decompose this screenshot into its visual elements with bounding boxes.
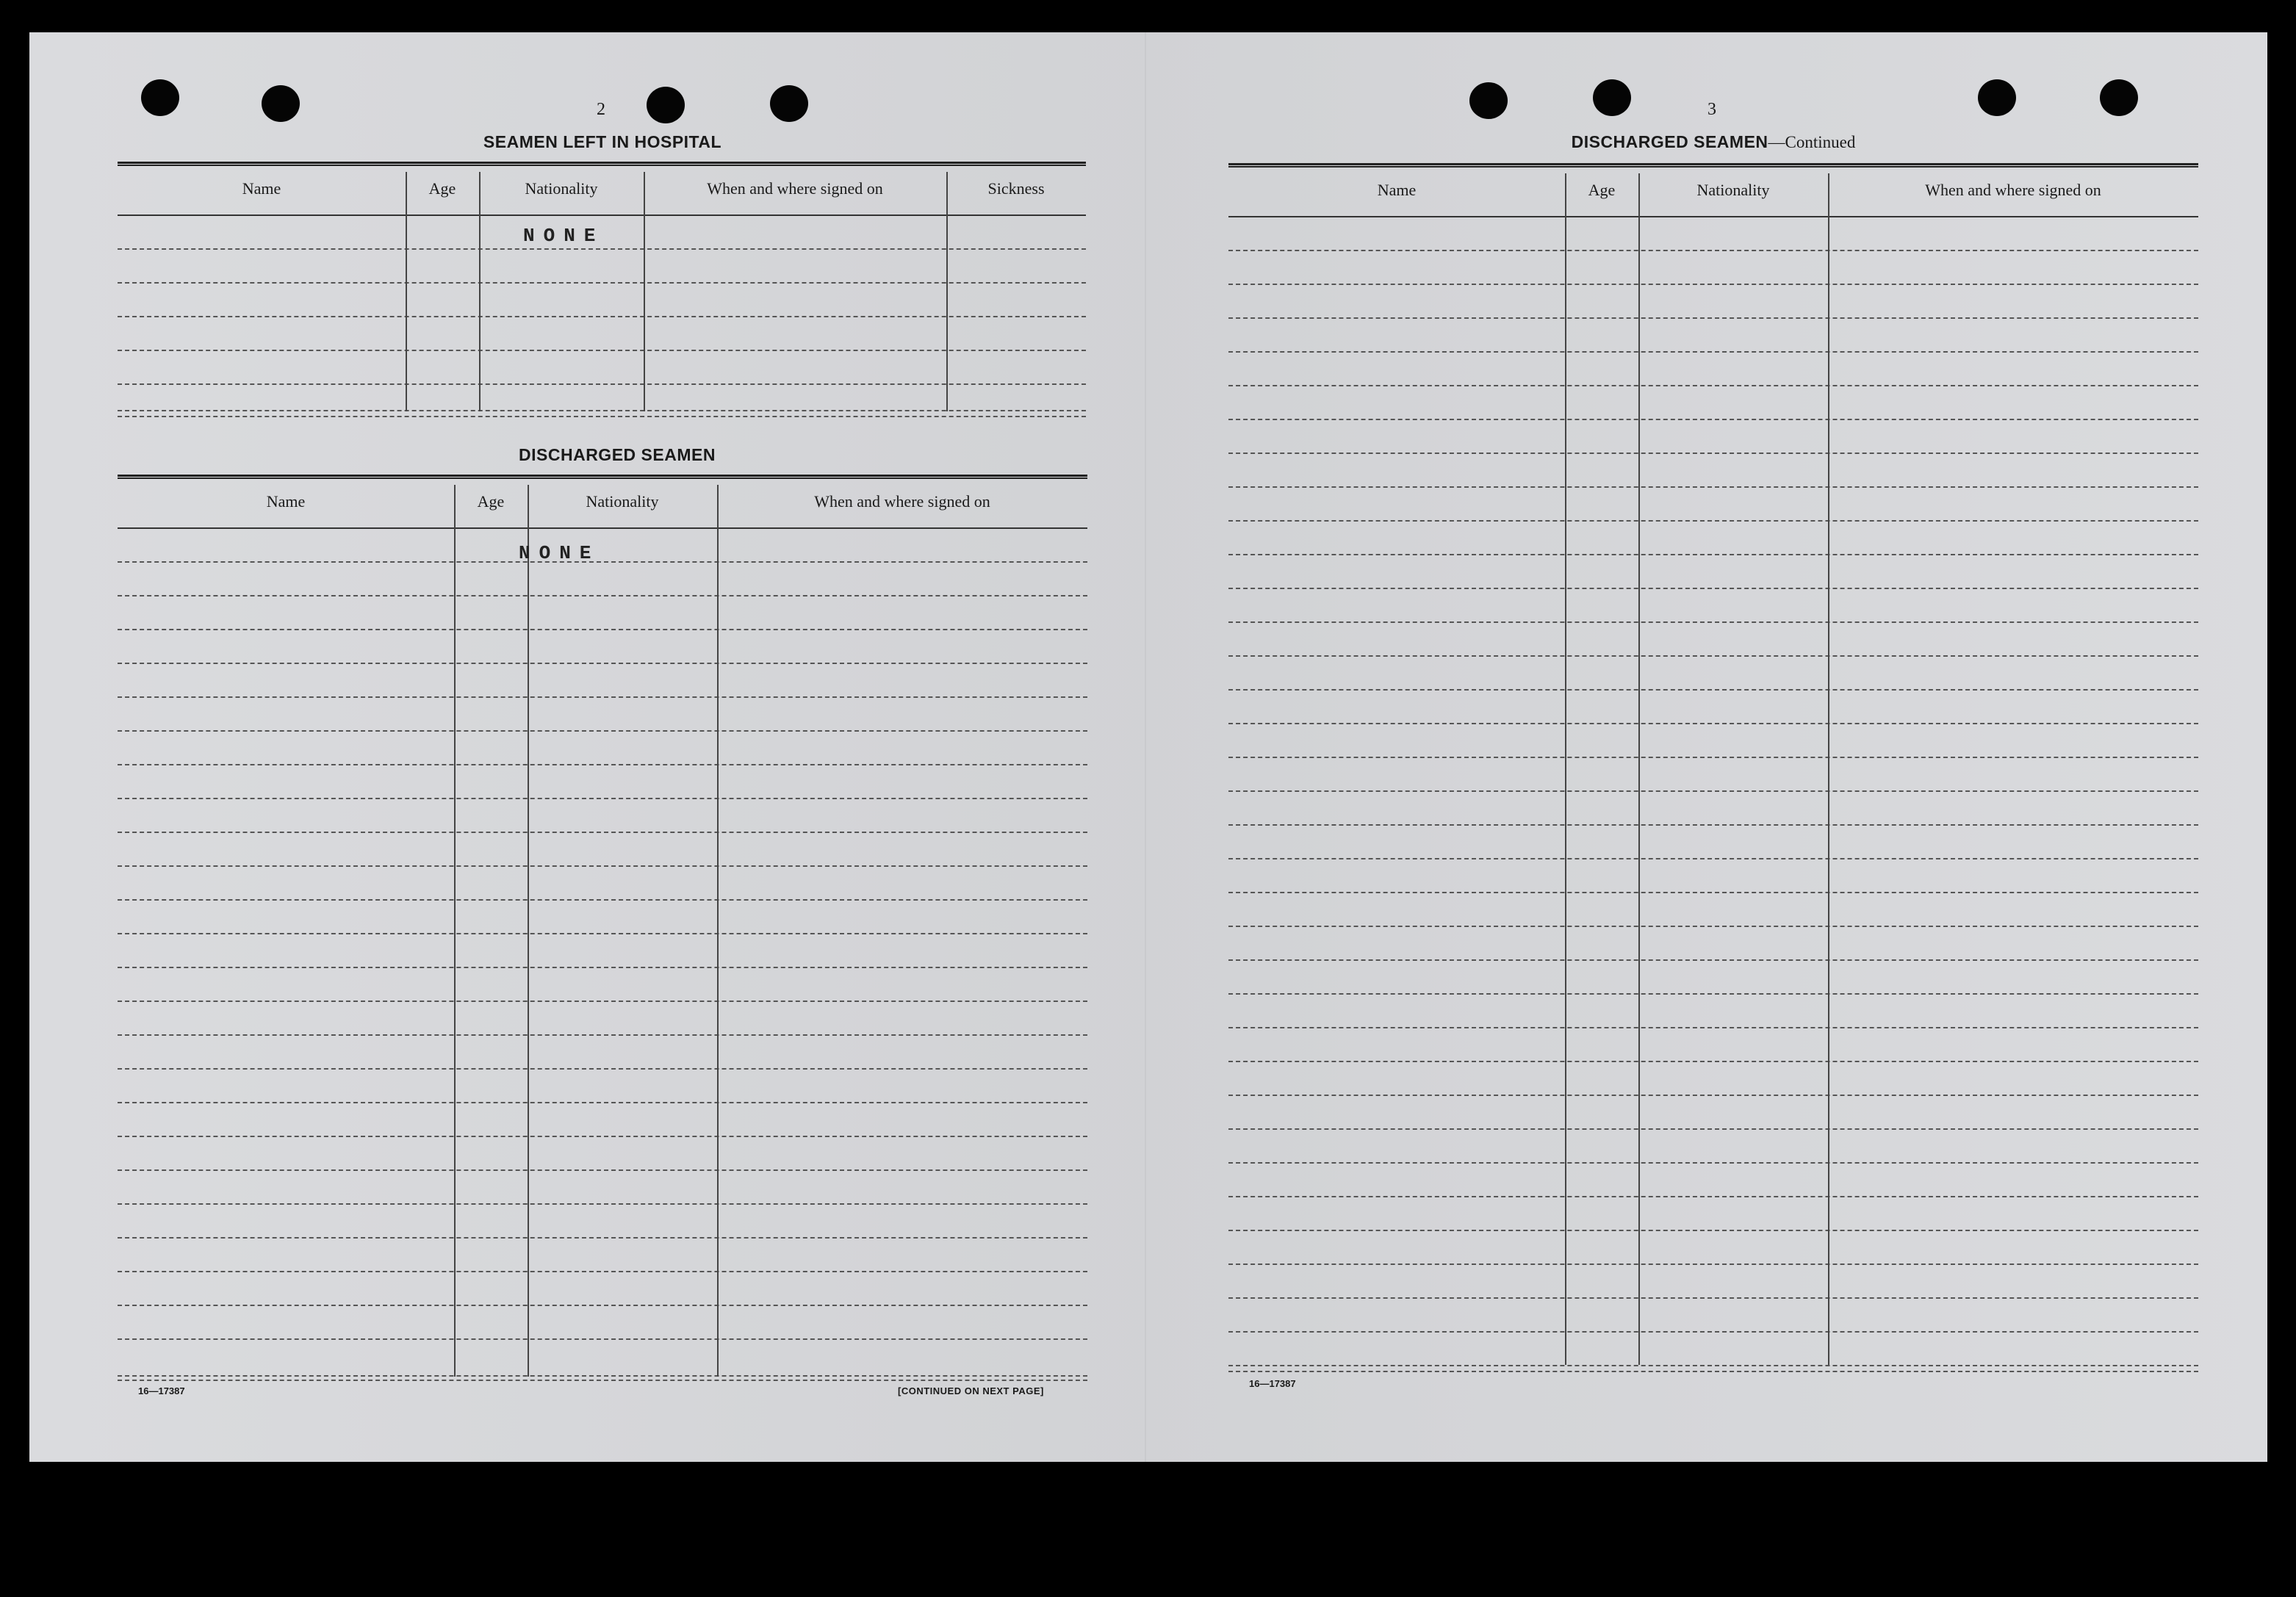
page-fold — [1145, 32, 1146, 1462]
col-header-age: Age — [477, 492, 505, 511]
col-header-name: Name — [266, 492, 306, 511]
page-number-left: 2 — [597, 100, 605, 119]
col-header-nationality: Nationality — [525, 179, 598, 198]
form-number-right: 16—17387 — [1249, 1378, 1296, 1389]
form-number-left: 16—17387 — [138, 1385, 185, 1396]
col-header-nationality: Nationality — [586, 492, 659, 511]
punch-hole — [262, 85, 300, 122]
col-header-signed-on: When and where signed on — [707, 179, 883, 198]
punch-hole — [1469, 82, 1508, 119]
right-section-title — [1228, 132, 2198, 152]
punch-hole — [647, 87, 685, 123]
punch-hole — [770, 85, 808, 122]
col-header-nationality: Nationality — [1696, 181, 1770, 199]
col-header-signed-on: When and where signed on — [814, 492, 990, 511]
col-header-name: Name — [242, 179, 281, 198]
hospital-section-title: SEAMEN LEFT IN HOSPITAL — [483, 132, 722, 151]
hospital-table — [118, 162, 1086, 426]
punch-hole — [1978, 79, 2016, 116]
col-header-name: Name — [1377, 181, 1417, 199]
col-header-age: Age — [1588, 181, 1616, 199]
punch-hole — [2100, 79, 2138, 116]
col-header-signed-on: When and where signed on — [1925, 181, 2101, 199]
hospital-none-entry: NONE — [523, 225, 605, 247]
punch-hole — [1593, 79, 1631, 116]
right-section-title-main: DISCHARGED SEAMEN — [1571, 132, 1768, 151]
punch-hole — [141, 79, 179, 116]
right-section-title-suffix: —Continued — [1768, 133, 1856, 151]
discharged-section-title: DISCHARGED SEAMEN — [519, 445, 716, 464]
col-header-age: Age — [428, 179, 456, 198]
discharged-table — [118, 475, 1087, 1382]
discharged-none-entry: NONE — [519, 542, 600, 564]
continued-note: [CONTINUED ON NEXT PAGE] — [898, 1385, 1044, 1396]
page-number-right: 3 — [1707, 100, 1716, 119]
col-header-sickness: Sickness — [987, 179, 1045, 198]
discharged-continued-table — [1228, 163, 2198, 1375]
